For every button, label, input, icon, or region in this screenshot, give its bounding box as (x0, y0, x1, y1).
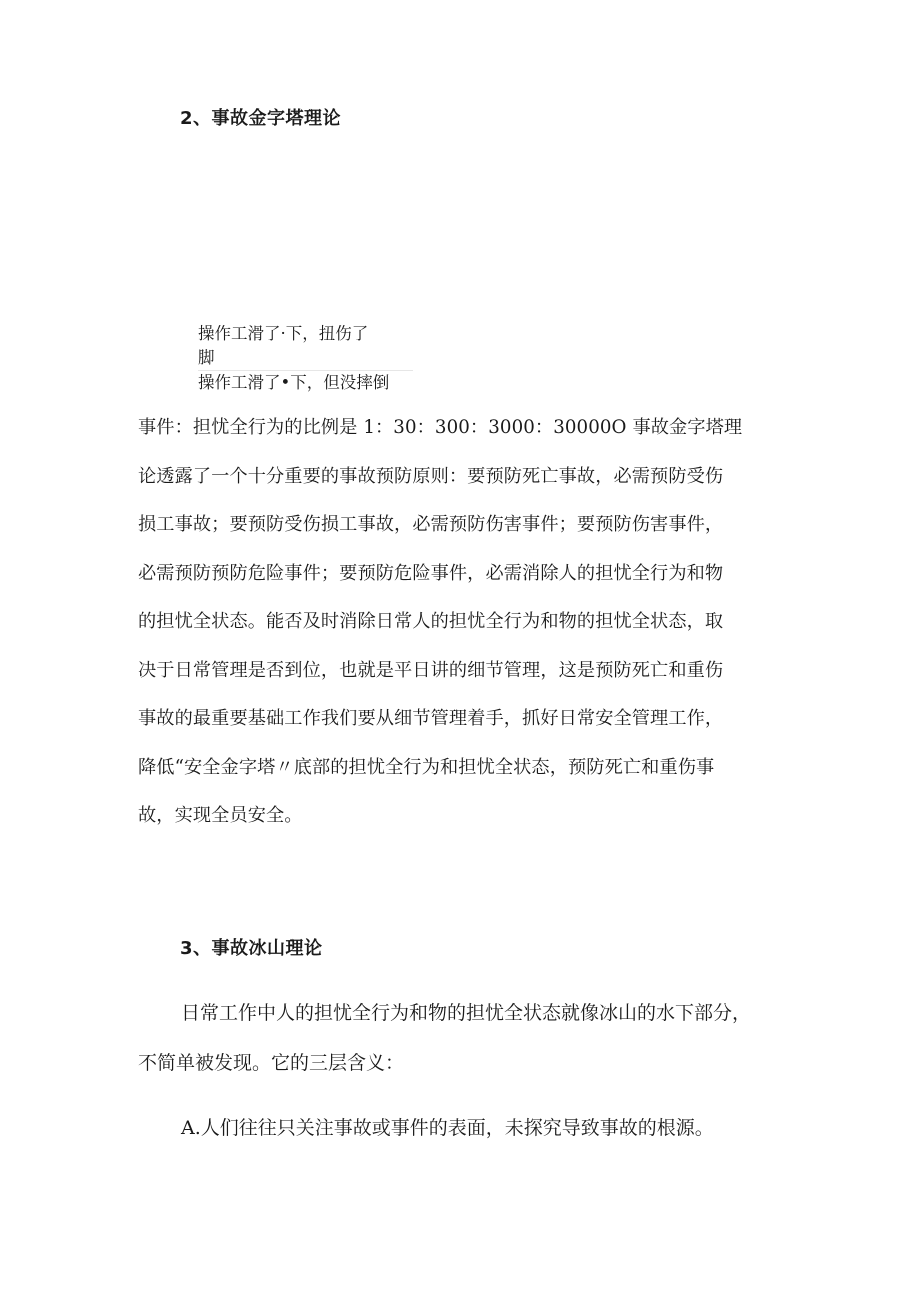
section-3-paragraph (138, 988, 798, 1088)
paragraph-line: 不简单被发现。它的三层含义： (138, 1052, 405, 1074)
paragraph-line: 决于日常管理是否到位，也就是平日讲的细节管理，这是预防死亡和重伤 (138, 659, 724, 681)
paragraph-line: 故，实现全员安全。 (138, 805, 303, 826)
list-item-a: A.人们往往只关注事故或事件的表面，未探究导致事故的根源。 (181, 1117, 714, 1139)
paragraph-line: 事件：担忧全行为的比例是 1：30：300：3000：30000O 事故金字塔理 (138, 417, 743, 438)
paragraph-line: 论透露了一个十分重要的事故预防原则：要预防死亡事故，必需预防受伤 (138, 465, 724, 487)
paragraph-line: 事故的最重要基础工作我们要从细节管理着手，抓好日常安全管理工作， (138, 708, 724, 729)
pyramid-label-near-miss: 操作工滑了•下，但没摔倒 (198, 373, 390, 392)
section-3-heading: 3、事故冰山理论 (180, 938, 323, 959)
paragraph-line: 降低“安全金字塔〃底部的担忧全行为和担忧全状态，预防死亡和重伤事 (138, 756, 715, 778)
pyramid-label-injury-continued: 脚 (198, 346, 413, 371)
section-2-paragraph (138, 404, 788, 841)
paragraph-line: 日常工作中人的担忧全行为和物的担忧全状态就像冰山的水下部分， (181, 1002, 752, 1024)
paragraph-line: 损工事故；要预防受伤损工事故，必需预防伤害事件；要预防伤害事件， (138, 514, 724, 535)
paragraph-line: 必需预防预防危险事件；要预防危险事件，必需消除人的担忧全行为和物 (138, 562, 724, 584)
pyramid-label-injury: 操作工滑了·下，扭伤了 (198, 324, 369, 343)
pyramid-diagram-labels (198, 322, 458, 395)
paragraph-line: 的担忧全状态。能否及时消除日常人的担忧全行为和物的担忧全状态，取 (138, 611, 724, 632)
section-2-heading: 2、事故金字塔理论 (180, 108, 342, 129)
